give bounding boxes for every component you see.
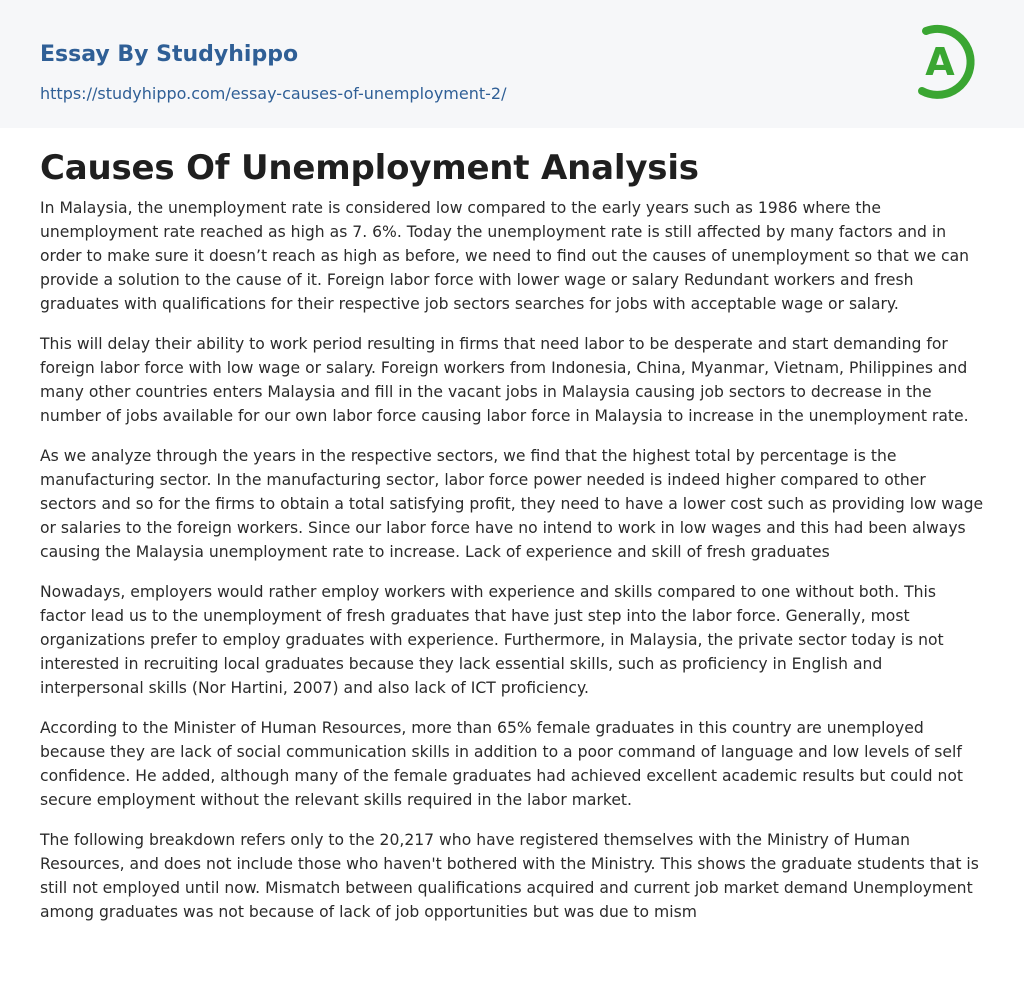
article-paragraph: According to the Minister of Human Resources, more than 65% female graduates in this country are unemployed because they are lack of social communication skills in addition to a poor command of language and low levels of self confidence. He added, although many of the female graduates had achieved excellent academic results but could not secure employment without the relevant skills required in the labor market. xyxy=(40,719,963,809)
article-paragraph: This will delay their ability to work period resulting in firms that need labor to be desperate and start demanding for foreign labor force with low wage or salary. Foreign workers from Indonesia, China, Myanmar, Vietnam, Philippines and many other countries enters Malaysia and fill in the vacant jobs in Malaysia causing job sectors to decrease in the number of jobs available for our own labor force causing labor force in Malaysia to increase in the unemployment rate. xyxy=(40,335,969,425)
article-paragraph: Nowadays, employers would rather employ workers with experience and skills compared to one without both. This factor lead us to the unemployment of fresh graduates that have just step into the labor force. Generally, most organizations prefer to employ graduates with experience. Furthermore, in Malaysia, the private sector today is not interested in recruiting local graduates because they lack essential skills, such as proficiency in English and interpersonal skills (Nor Hartini, 2007) and also lack of ICT proficiency. xyxy=(40,583,944,697)
studyhippo-logo[interactable] xyxy=(912,19,986,105)
article-content xyxy=(0,128,1024,924)
article-paragraph: The following breakdown refers only to the 20,217 who have registered themselves with the Ministry of Human Resources, and does not include those who haven't bothered with the Ministry. This shows the graduate students that is still not employed until now. Mismatch between qualifications acquired and current job market demand Unemployment among graduates was not because of lack of job opportunities but was due to mism xyxy=(40,831,979,921)
article-paragraph: In Malaysia, the unemployment rate is considered low compared to the early years such as 1986 where the unemployment rate reached as high as 7. 6%. Today the unemployment rate is still affected by many factors and in order to make sure it doesn’t reach as high as before, we need to find out the causes of unemployment so that we can provide a solution to the cause of it. Foreign labor force with lower wage or salary Redundant workers and fresh graduates with qualifications for their respective job sectors searches for jobs with acceptable wage or salary. xyxy=(40,199,970,313)
site-header xyxy=(0,0,1024,128)
article-url-link[interactable]: https://studyhippo.com/essay-causes-of-unemployment-2/ xyxy=(40,84,507,103)
site-title-link[interactable]: Essay By Studyhippo xyxy=(40,42,299,67)
page-title: Causes Of Unemployment Analysis xyxy=(40,148,699,188)
article-paragraph: As we analyze through the years in the respective sectors, we find that the highest total by percentage is the manufacturing sector. In the manufacturing sector, labor force power needed is indeed higher compared to other sectors and so for the firms to obtain a total satisfying profit, they need to have a lower cost such as providing low wage or salaries to the foreign workers. Since our labor force have no intend to work in low wages and this had been always causing the Malaysia unemployment rate to increase. Lack of experience and skill of fresh graduates xyxy=(40,447,984,561)
logo-ring-icon xyxy=(912,19,986,105)
logo-letter: A xyxy=(925,40,955,84)
article-body xyxy=(40,196,984,924)
